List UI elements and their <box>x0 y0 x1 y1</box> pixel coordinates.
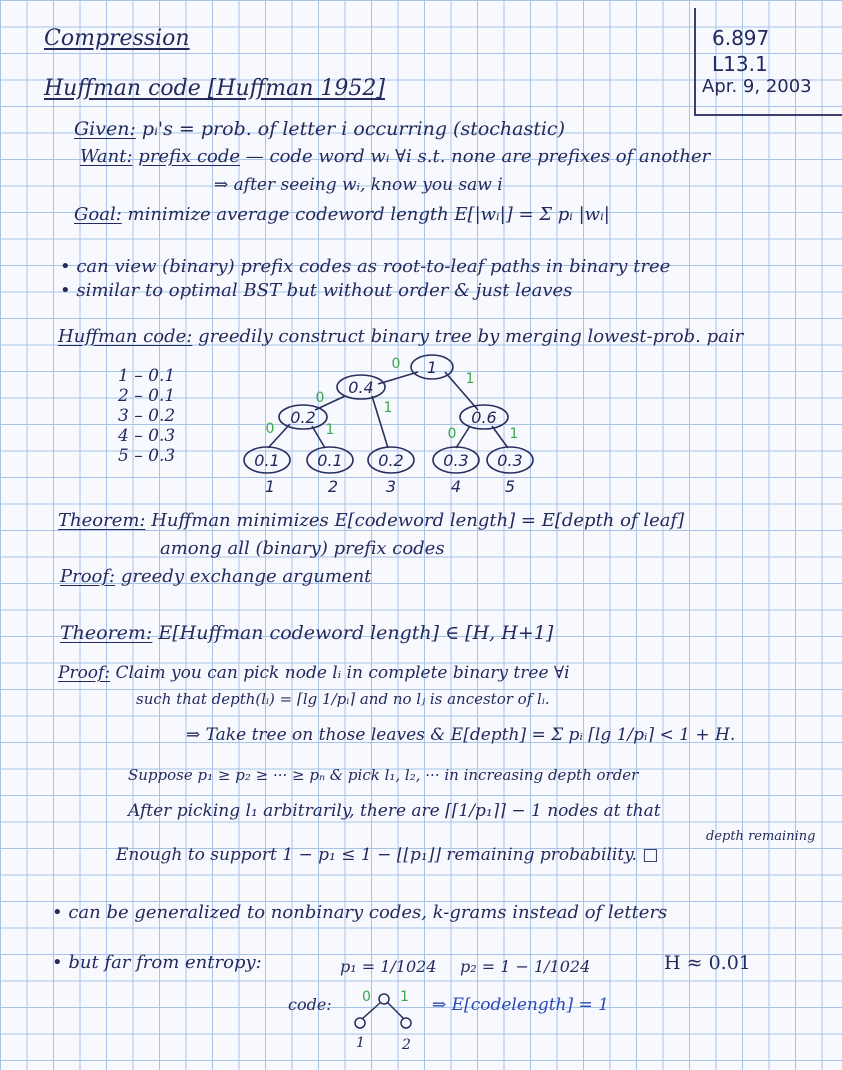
given-text: pᵢ's = prob. of letter i occurring (stochastic) <box>141 118 565 140</box>
proof2-line3: ⇒ Take tree on those leaves & E[depth] = Σ pᵢ ⌈lg 1/pᵢ⌉ < 1 + H. <box>186 725 736 745</box>
tree-edge <box>456 426 470 448</box>
node-label: 0.3 <box>443 451 469 470</box>
leaf-label: 4 <box>450 477 462 496</box>
theorem1-line2: among all (binary) prefix codes <box>160 538 445 559</box>
proof2-label: Proof: <box>58 663 111 683</box>
bullet-prefix-tree: • can view (binary) prefix codes as root-to-leaf paths in binary tree <box>60 256 671 277</box>
edge-label: 0 <box>265 421 275 437</box>
edge-label: 1 <box>509 426 519 442</box>
given-label: Given: <box>74 118 136 140</box>
example-p2: p₂ = 1 − 1/1024 <box>460 957 591 976</box>
tree-edge <box>312 426 325 448</box>
want-term: prefix code <box>138 146 241 167</box>
huffman-tree-diagram <box>0 0 842 520</box>
edge-label: 0 <box>391 356 401 372</box>
want-text: — code word wᵢ ∀i s.t. none are prefixes of another <box>240 146 711 167</box>
proof2-line5: After picking l₁ arbitrarily, there are ⌈⌈1/p₁⌉⌉ − 1 nodes at that <box>128 801 661 821</box>
example-result: ⇒ E[codelength] = 1 <box>432 995 609 1015</box>
node-label: 0.6 <box>471 408 497 427</box>
theorem2-text: E[Huffman codeword length] ∈ [H, H+1] <box>158 622 554 644</box>
want-implies: ⇒ after seeing wᵢ, know you saw i <box>214 175 503 195</box>
huffman-label: Huffman code: <box>58 326 193 347</box>
want-label: Want: <box>80 146 133 167</box>
bullet-far-from-entropy: • but far from entropy: <box>52 952 262 973</box>
theorem1-label: Theorem: <box>58 510 146 531</box>
course-number: 6.897 <box>712 26 770 50</box>
example-entropy: H ≈ 0.01 <box>664 952 751 974</box>
example-leaf-node <box>401 1018 411 1028</box>
example-edge <box>388 1003 404 1019</box>
edge-label: 1 <box>325 422 335 438</box>
prob-item: 4 – 0.3 <box>118 426 176 446</box>
bullet-optimal-bst: • similar to optimal BST but without order & just leaves <box>60 280 573 301</box>
node-label: 0.4 <box>348 378 374 397</box>
prob-item: 5 – 0.3 <box>118 446 176 466</box>
proof1-line <box>60 566 371 588</box>
example-p1: p₁ = 1/1024 <box>340 957 437 976</box>
prob-item: 3 – 0.2 <box>118 406 176 426</box>
example-edge <box>362 1003 380 1019</box>
edge-label: 0 <box>315 390 325 406</box>
example-leaf-node <box>355 1018 365 1028</box>
proof2-line2: such that depth(lᵢ) = ⌈lg 1/pᵢ⌉ and no lⱼ is ancestor of lᵢ. <box>136 690 550 708</box>
theorem1-text: Huffman minimizes E[codeword length] = E[depth of leaf] <box>151 510 685 531</box>
tree-edge <box>492 426 508 448</box>
proof2-line6: Enough to support 1 − p₁ ≤ 1 − ⌊⌊p₁⌋⌋ remaining probability. □ <box>116 845 659 865</box>
page-title: Compression <box>44 26 190 51</box>
edge-label: 1 <box>383 400 393 416</box>
lecture-date: Apr. 9, 2003 <box>702 76 812 97</box>
theorem2-label: Theorem: <box>60 622 153 644</box>
edge-label: 0 <box>447 426 457 442</box>
example-leaf-label: 1 <box>356 1035 365 1051</box>
proof2-text: Claim you can pick node lᵢ in complete binary tree ∀i <box>115 663 570 683</box>
leaf-label: 2 <box>327 477 339 496</box>
node-label: 0.2 <box>290 408 316 427</box>
node-label: 0.1 <box>317 451 343 470</box>
example-edge-label: 1 <box>400 989 409 1005</box>
node-label: 0.3 <box>497 451 523 470</box>
proof1-text: greedy exchange argument <box>120 566 372 587</box>
goal-label: Goal: <box>74 204 122 225</box>
huffman-text: greedily construct binary tree by merging lowest-prob. pair <box>198 326 744 347</box>
node-label: 0.1 <box>254 451 280 470</box>
example-leaf-label: 2 <box>402 1037 411 1053</box>
proof2-line4: Suppose p₁ ≥ p₂ ≥ ··· ≥ pₙ & pick l₁, l₂, ··· in increasing depth order <box>128 766 639 784</box>
example-tree-diagram <box>330 985 440 1065</box>
goal-text: minimize average codeword length E[|wᵢ|] = Σ pᵢ |wᵢ| <box>127 204 610 225</box>
example-edge-label: 0 <box>362 989 371 1005</box>
proof2-line1 <box>58 662 570 684</box>
proof2-depth-remaining: depth remaining <box>706 829 816 844</box>
prob-item: 2 – 0.1 <box>118 386 176 406</box>
edge-label: 1 <box>465 371 475 387</box>
leaf-label: 1 <box>264 477 276 496</box>
leaf-label: 5 <box>504 477 516 496</box>
bullet-generalized: • can be generalized to nonbinary codes, k-grams instead of letters <box>52 902 668 923</box>
section-title: Huffman code [Huffman 1952] <box>44 76 385 101</box>
node-label: 1 <box>426 358 438 377</box>
theorem1-line1 <box>58 510 684 532</box>
prob-item: 1 – 0.1 <box>118 366 176 386</box>
lecture-number: L13.1 <box>712 52 768 76</box>
example-root-node <box>379 994 389 1004</box>
node-label: 0.2 <box>378 451 404 470</box>
example-code-label: code: <box>288 995 332 1014</box>
proof1-label: Proof: <box>60 566 116 587</box>
leaf-label: 3 <box>385 477 397 496</box>
theorem2-line <box>60 622 553 644</box>
